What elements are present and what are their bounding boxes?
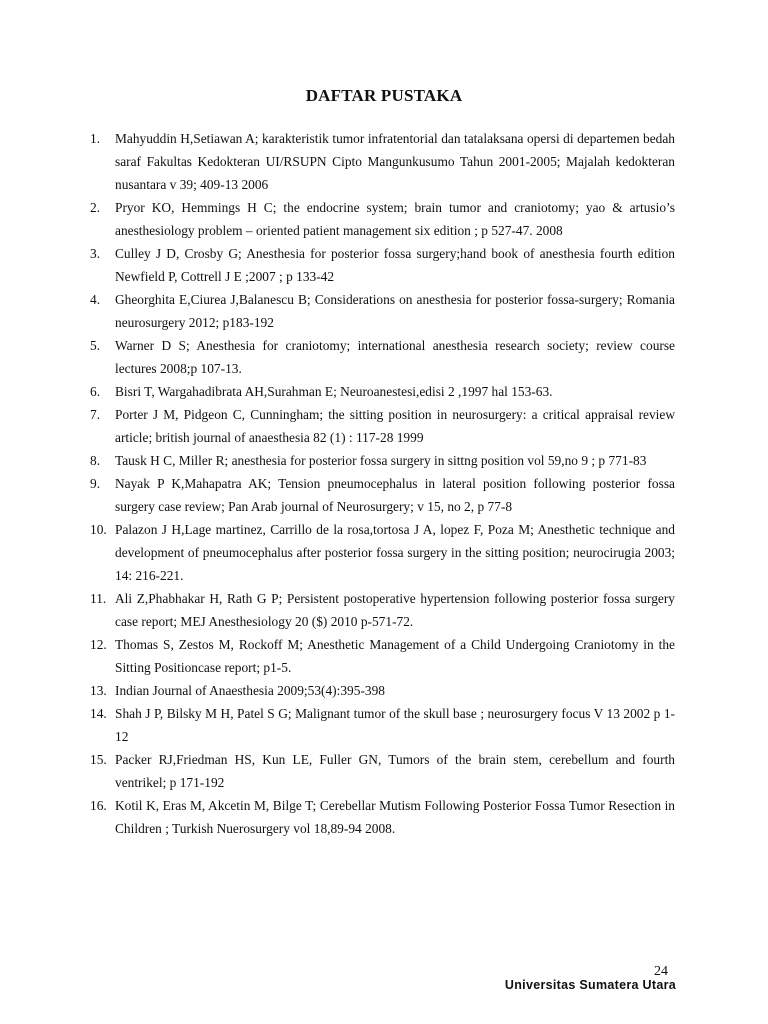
reference-text: Nayak P K,Mahapatra AK; Tension pneumocephalus in lateral position following posterior fossa surgery case review; Pan Arab journal of Neurosurgery; v 15, no 2, p 77-8 (115, 476, 675, 514)
reference-text: Shah J P, Bilsky M H, Patel S G; Malignant tumor of the skull base ; neurosurgery focus V 13 2002 p 1-12 (115, 706, 675, 744)
reference-text: Porter J M, Pidgeon C, Cunningham; the sitting position in neurosurgery: a critical appraisal review article; british journal of anaesthesia 82 (1) : 117-28 1999 (115, 407, 675, 445)
reference-text: Pryor KO, Hemmings H C; the endocrine system; brain tumor and craniotomy; yao & artusio’s anesthesiology problem – oriented patient management six edition ; p 527-47. 2008 (115, 200, 675, 238)
reference-text: Packer RJ,Friedman HS, Kun LE, Fuller GN, Tumors of the brain stem, cerebellum and fourth ventrikel; p 171-192 (115, 752, 675, 790)
reference-number: 7. (90, 407, 101, 422)
reference-item (90, 702, 675, 748)
reference-number: 2. (90, 200, 101, 215)
page-number: 24 (654, 964, 668, 979)
reference-text: Kotil K, Eras M, Akcetin M, Bilge T; Cerebellar Mutism Following Posterior Fossa Tumor Resection in Children ; Turkish Nuerosurgery vol 18,89-94 2008. (115, 798, 675, 836)
reference-item (90, 679, 675, 702)
reference-number: 12. (90, 637, 107, 652)
reference-number: 5. (90, 338, 101, 353)
reference-number: 15. (90, 752, 107, 767)
reference-text: Indian Journal of Anaesthesia 2009;53(4):395-398 (115, 683, 385, 698)
reference-number: 13. (90, 683, 107, 698)
reference-text: Culley J D, Crosby G; Anesthesia for posterior fossa surgery;hand book of anesthesia fourth edition Newfield P, Cottrell J E ;2007 ; p 133-42 (115, 246, 675, 284)
reference-item (90, 587, 675, 633)
reference-item (90, 334, 675, 380)
reference-item (90, 288, 675, 334)
reference-list (90, 127, 675, 840)
reference-text: Mahyuddin H,Setiawan A; karakteristik tumor infratentorial dan tatalaksana opersi di departemen bedah saraf Fakultas Kedokteran UI/RSUPN Cipto Mangunkusumo Tahun 2001-2005; Majalah kedokteran nusantara v 39; 409-13 2006 (115, 131, 675, 192)
reference-text: Ali Z,Phabhakar H, Rath G P; Persistent postoperative hypertension following posterior fossa surgery case report; MEJ Anesthesiology 20 ($) 2010 p-571-72. (115, 591, 675, 629)
reference-text: Tausk H C, Miller R; anesthesia for posterior fossa surgery in sittng position vol 59,no 9 ; p 771-83 (115, 453, 647, 468)
reference-number: 11. (90, 591, 107, 606)
reference-number: 6. (90, 384, 101, 399)
reference-number: 10. (90, 522, 107, 537)
reference-item (90, 380, 675, 403)
reference-item (90, 403, 675, 449)
reference-item (90, 472, 675, 518)
reference-item (90, 748, 675, 794)
reference-item (90, 127, 675, 196)
reference-text: Thomas S, Zestos M, Rockoff M; Anesthetic Management of a Child Undergoing Craniotomy in the Sitting Positioncase report; p1-5. (115, 637, 675, 675)
reference-text: Warner D S; Anesthesia for craniotomy; international anesthesia research society; review course lectures 2008;p 107-13. (115, 338, 675, 376)
reference-number: 3. (90, 246, 101, 261)
reference-number: 16. (90, 798, 107, 813)
reference-text: Palazon J H,Lage martinez, Carrillo de la rosa,tortosa J A, lopez F, Poza M; Anesthetic technique and development of pneumocephalus after posterior fossa surgery in the sitting position; neurocirugia 2003; 14: 216-221. (115, 522, 675, 583)
reference-item (90, 633, 675, 679)
reference-item (90, 794, 675, 840)
reference-number: 8. (90, 453, 101, 468)
reference-item (90, 518, 675, 587)
reference-item (90, 242, 675, 288)
reference-text: Gheorghita E,Ciurea J,Balanescu B; Considerations on anesthesia for posterior fossa-surgery; Romania neurosurgery 2012; p183-192 (115, 292, 675, 330)
reference-item (90, 196, 675, 242)
reference-number: 1. (90, 131, 101, 146)
reference-number: 9. (90, 476, 101, 491)
footer-university: Universitas Sumatera Utara (504, 978, 676, 992)
reference-number: 14. (90, 706, 107, 721)
page-title: DAFTAR PUSTAKA (305, 86, 463, 105)
reference-text: Bisri T, Wargahadibrata AH,Surahman E; Neuroanestesi,edisi 2 ,1997 hal 153-63. (115, 384, 553, 399)
reference-number: 4. (90, 292, 101, 307)
reference-item (90, 449, 675, 472)
